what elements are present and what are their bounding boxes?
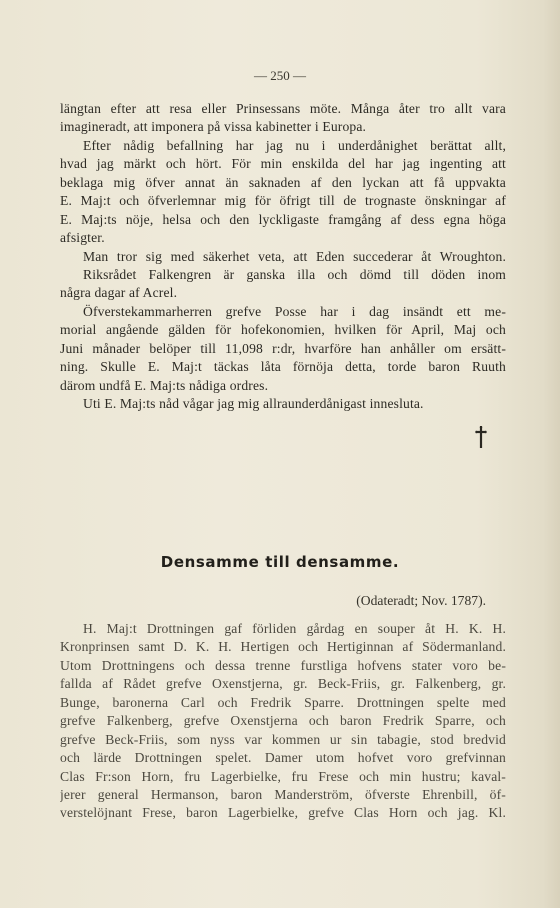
text-line: ning. Skulle E. Maj:t täckas låta förnöja detta, torde baron Ruuth <box>60 359 506 375</box>
text-line: Efter nådig befallning har jag nu i underdånighet berättat allt, <box>83 137 506 153</box>
page-number: — 250 — <box>254 68 306 83</box>
text-line: längtan efter att resa eller Prinsessans möte. Många åter tro allt vara <box>60 101 506 116</box>
text-line: Juni månader belöper till 11,098 r:dr, hvarföre han anhåller om ersätt- <box>60 340 506 356</box>
text-line: Öfverstekammarherren grefve Posse har i dag insändt ett me- <box>83 303 506 319</box>
text-line: Clas Fr:son Horn, fru Lagerbielke, fru Frese och min hustru; kaval- <box>60 768 506 784</box>
text-line: verstelöjnant Frese, baron Lagerbielke, grefve Clas Horn och jag. Kl. <box>60 805 506 821</box>
text-line: Utom Drottningens och dessa trenne furstliga hofvens stater voro be- <box>60 657 506 673</box>
text-line: imagineradt, att imponera på vissa kabinetter i Europa. <box>60 119 367 135</box>
text-line: H. Maj:t Drottningen gaf förliden gårdag en souper åt H. K. H. <box>83 621 506 636</box>
text-line: och lärde Drottningen spelet. Damer utom hofvet voro grefvinnan <box>60 750 506 766</box>
text-line: några dagar af Acrel. <box>60 285 178 301</box>
text-line: Uti E. Maj:ts nåd vågar jag mig allraunderdånigast innesluta. <box>83 396 424 411</box>
letter-2-body <box>60 620 506 823</box>
text-line: morial angående gälden för hofekonomien, hvilken för April, Maj och <box>60 322 506 338</box>
dagger-cross-icon <box>474 425 488 449</box>
letter-2-dateline: (Odateradt; Nov. 1787). <box>356 593 486 608</box>
text-line: jerer general Hermanson, baron Manderström, öfverste Ehrenbill, öf- <box>60 786 506 802</box>
text-line: afsigter. <box>60 230 105 246</box>
text-line: E. Maj:t och öfverlemnar mig för öfrigt till de trognaste önskningar af <box>60 193 506 209</box>
text-line: Riksrådet Falkengren är ganska illa och dömd till döden inom <box>83 266 506 282</box>
text-line: E. Maj:ts nöje, helsa och den lyckligaste framgång af dess egna höga <box>60 211 506 227</box>
text-line: därom undfå E. Maj:ts nådiga ordres. <box>60 377 269 393</box>
text-line: Bunge, baronerna Carl och Fredrik Sparre. Drottningen spelte med <box>60 694 506 710</box>
text-line: hvad jag märkt och hört. För min enskilda del har jag ingenting att <box>60 156 506 172</box>
text-line: Man tror sig med säkerhet veta, att Eden succederar åt Wroughton. <box>83 248 506 264</box>
text-line: fallda af Rådet grefve Oxenstjerna, gr. Beck-Friis, gr. Falkenberg, gr. <box>60 676 506 692</box>
text-line: Kronprinsen samt D. K. H. Hertigen och Hertiginnan af Södermanland. <box>60 639 506 655</box>
letter-1-body <box>60 100 506 413</box>
letter-2-heading: Densamme till densamme. <box>160 553 400 571</box>
text-line: grefve Beck-Friis, som nyss var kommen ur sin tabagie, stod bredvid <box>60 731 506 747</box>
text-line: beklaga mig öfver annat än saknaden af den lyckan att få uppvakta <box>60 174 506 190</box>
text-line: grefve Falkenberg, grefve Oxenstjerna och baron Fredrik Sparre, och <box>60 713 506 729</box>
